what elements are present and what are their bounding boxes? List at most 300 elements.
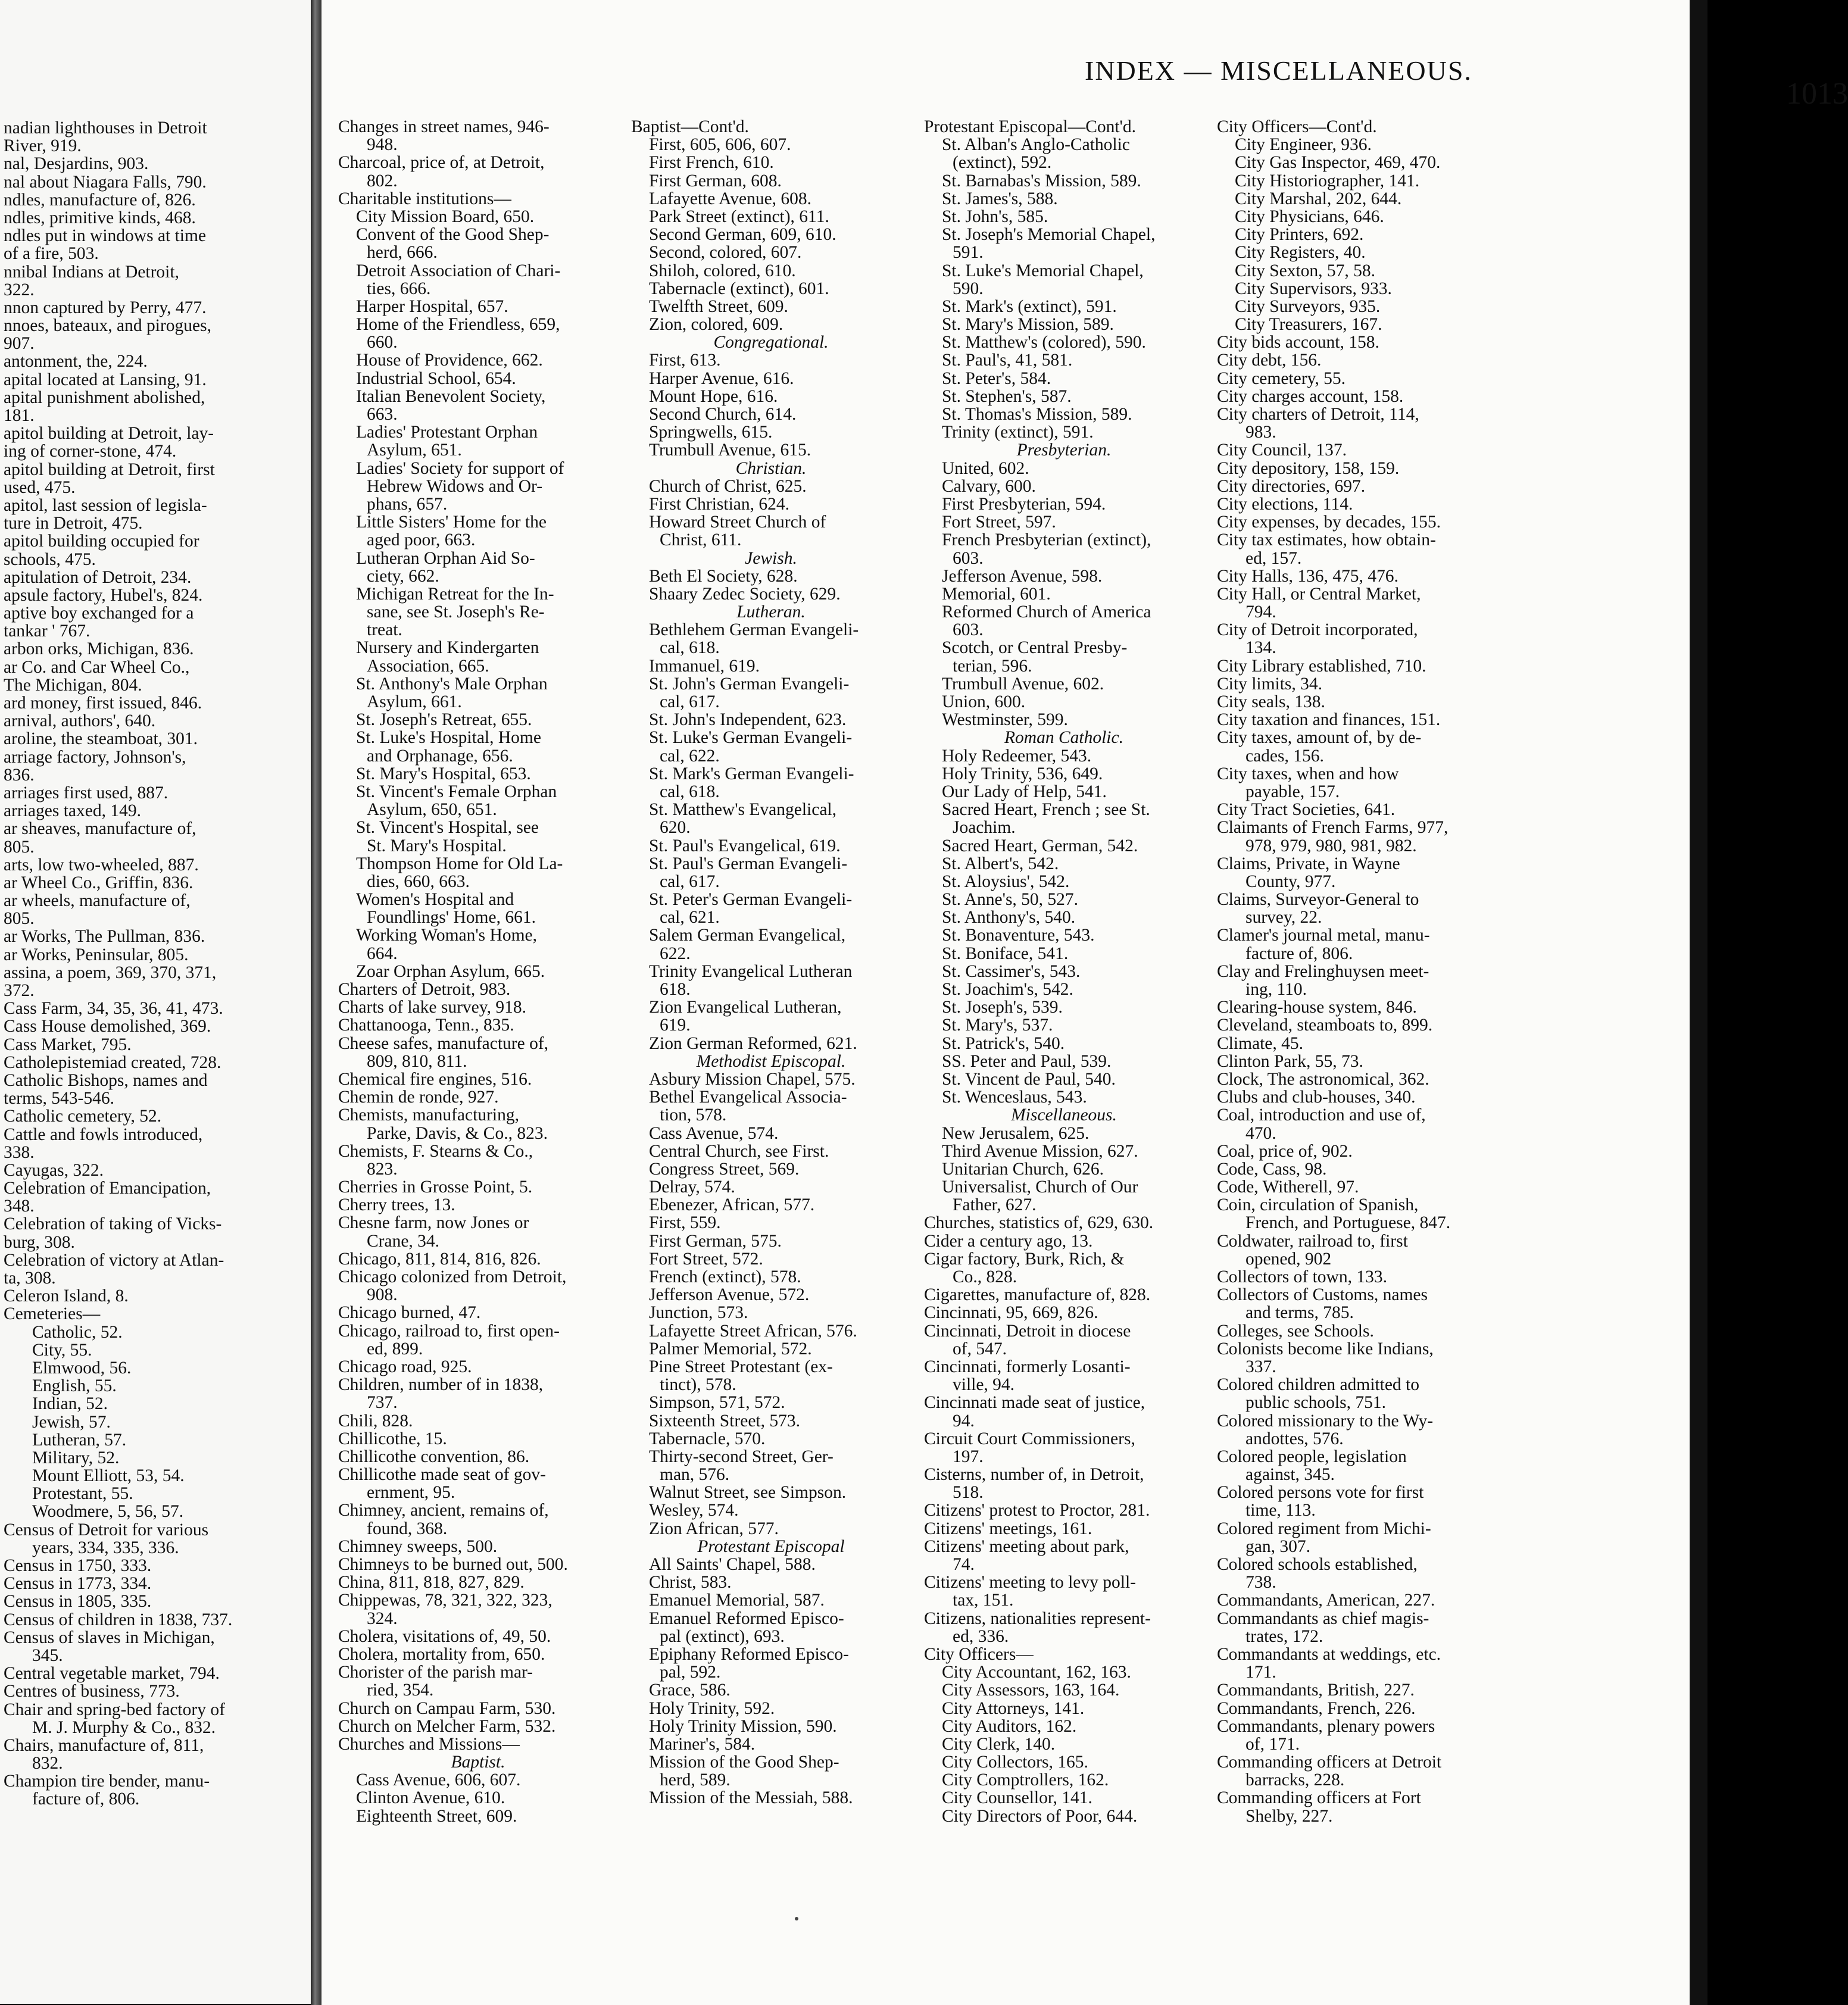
index-entry: St. Luke's German Evangeli- xyxy=(649,728,853,748)
index-column-3 xyxy=(924,118,1204,1825)
index-entry: Census of children in 1838, 737. xyxy=(4,1610,233,1629)
index-entry: Palmer Memorial, 572. xyxy=(649,1339,812,1358)
index-entry: 805. xyxy=(4,909,35,929)
index-entry: Fort Street, 572. xyxy=(649,1249,763,1269)
index-entry: Zion, colored, 609. xyxy=(649,315,783,335)
index-entry: andottes, 576. xyxy=(1245,1429,1344,1448)
index-entry: against, 345. xyxy=(1245,1465,1335,1485)
index-entry: Shiloh, colored, 610. xyxy=(649,261,796,280)
index-entry: 518. xyxy=(953,1483,984,1503)
index-entry: apitulation of Detroit, 234. xyxy=(4,567,192,587)
index-entry: 134. xyxy=(1245,638,1276,658)
index-entry: Central vegetable market, 794. xyxy=(4,1664,220,1684)
index-entry: City elections, 114. xyxy=(1217,494,1353,514)
index-entry: ar Works, The Pullman, 836. xyxy=(4,927,205,947)
index-entry: SS. Peter and Paul, 539. xyxy=(942,1051,1112,1071)
index-entry: City directories, 697. xyxy=(1217,476,1366,496)
index-entry: 908. xyxy=(367,1285,398,1305)
print-speck xyxy=(795,1917,798,1920)
index-entry: Colored people, legislation xyxy=(1217,1447,1407,1466)
index-subheading: Congregational. xyxy=(713,333,829,352)
index-entry: St. Mary's Hospital. xyxy=(367,836,507,855)
index-entry: Census in 1805, 335. xyxy=(4,1592,152,1612)
index-entry: City Clerk, 140. xyxy=(942,1734,1056,1754)
index-entry: Cholera, mortality from, 650. xyxy=(338,1644,545,1664)
index-entry: City Collectors, 165. xyxy=(942,1753,1088,1772)
index-entry: Claims, Private, in Wayne xyxy=(1217,854,1400,873)
index-entry: Tabernacle, 570. xyxy=(649,1429,766,1448)
index-entry: Clubs and club-houses, 340. xyxy=(1217,1088,1416,1107)
index-entry: Church of Christ, 625. xyxy=(649,476,807,496)
index-entry: Mission of the Good Shep- xyxy=(649,1753,839,1772)
index-entry: Harper Avenue, 616. xyxy=(649,368,794,388)
index-entry: 823. xyxy=(367,1159,398,1179)
index-entry: herd, 589. xyxy=(660,1770,731,1790)
index-entry: arts, low two-wheeled, 887. xyxy=(4,855,199,875)
index-entry: apital located at Lansing, 91. xyxy=(4,370,207,389)
index-entry: 809, 810, 811. xyxy=(367,1051,467,1071)
index-entry: Immanuel, 619. xyxy=(649,656,760,676)
index-entry: survey, 22. xyxy=(1245,908,1322,927)
index-entry: Father, 627. xyxy=(953,1195,1037,1215)
index-entry: pal (extinct), 693. xyxy=(660,1626,785,1646)
index-entry: Charcoal, price of, at Detroit, xyxy=(338,153,545,173)
index-entry: 832. xyxy=(32,1754,63,1773)
index-entry: 94. xyxy=(953,1411,975,1431)
index-entry: City Printers, 692. xyxy=(1235,225,1364,245)
index-entry: ing of corner-stone, 474. xyxy=(4,442,177,461)
index-entry: Churches and Missions— xyxy=(338,1734,520,1754)
index-entry: ar sheaves, manufacture of, xyxy=(4,819,196,839)
index-entry: Celebration of Emancipation, xyxy=(4,1179,211,1198)
index-entry: Charters of Detroit, 983. xyxy=(338,980,511,999)
index-entry: 591. xyxy=(953,243,984,263)
index-entry: St. Matthew's Evangelical, xyxy=(649,800,836,820)
index-entry: Cemeteries— xyxy=(4,1304,101,1324)
index-entry: Colored children admitted to xyxy=(1217,1375,1419,1395)
index-entry: Champion tire bender, manu- xyxy=(4,1772,210,1791)
index-entry: Working Woman's Home, xyxy=(356,926,538,945)
index-entry: St. Peter's, 584. xyxy=(942,368,1051,388)
index-entry: man, 576. xyxy=(660,1465,730,1485)
index-entry: 907. xyxy=(4,334,35,354)
index-entry: Chili, 828. xyxy=(338,1411,413,1431)
index-entry: 603. xyxy=(953,548,984,568)
index-entry: arriage factory, Johnson's, xyxy=(4,747,186,767)
index-entry: treat. xyxy=(367,620,402,640)
index-entry: Cincinnati made seat of justice, xyxy=(924,1393,1145,1413)
index-entry: Pine Street Protestant (ex- xyxy=(649,1357,833,1376)
index-entry: arnival, authors', 640. xyxy=(4,711,156,731)
index-entry: schools, 475. xyxy=(4,549,96,569)
index-entry: of, 547. xyxy=(953,1339,1007,1358)
index-entry: City Accountant, 162, 163. xyxy=(942,1663,1131,1682)
index-entry: used, 475. xyxy=(4,477,76,497)
index-entry: St. Alban's Anglo-Catholic xyxy=(942,135,1130,155)
index-entry: Cass Avenue, 574. xyxy=(649,1123,779,1143)
index-entry: arriages taxed, 149. xyxy=(4,801,141,821)
index-entry: Foundlings' Home, 661. xyxy=(367,908,536,927)
index-entry: St. John's, 585. xyxy=(942,207,1048,226)
index-entry: St. Vincent's Female Orphan xyxy=(356,782,557,801)
index-entry: ar Works, Peninsular, 805. xyxy=(4,945,189,964)
index-entry: 836. xyxy=(4,765,35,785)
index-entry: St. Matthew's (colored), 590. xyxy=(942,333,1146,352)
index-entry: Colored regiment from Michi- xyxy=(1217,1519,1431,1538)
index-entry: Collectors of Customs, names xyxy=(1217,1285,1428,1305)
index-entry: Bethlehem German Evangeli- xyxy=(649,620,859,640)
index-entry: St. Bonaventure, 543. xyxy=(942,926,1095,945)
index-entry: Celebration of victory at Atlan- xyxy=(4,1250,224,1270)
index-entry: apitol building at Detroit, lay- xyxy=(4,424,214,444)
index-entry: found, 368. xyxy=(367,1519,448,1538)
index-entry: Chair and spring-bed factory of xyxy=(4,1700,225,1719)
index-entry: Epiphany Reformed Episco- xyxy=(649,1644,849,1664)
index-entry: Zion Evangelical Lutheran, xyxy=(649,998,842,1017)
index-entry: Clamer's journal metal, manu- xyxy=(1217,926,1430,945)
index-entry: Chorister of the parish mar- xyxy=(338,1663,533,1682)
index-entry: Protestant Episcopal—Cont'd. xyxy=(924,117,1137,136)
index-entry: Mount Elliott, 53, 54. xyxy=(32,1466,185,1486)
index-entry: Sixteenth Street, 573. xyxy=(649,1411,800,1431)
index-entry: cal, 618. xyxy=(660,638,720,658)
index-entry: Third Avenue Mission, 627. xyxy=(942,1141,1138,1161)
index-entry: City Registers, 40. xyxy=(1235,243,1366,263)
index-entry: Commandants, British, 227. xyxy=(1217,1681,1415,1700)
index-entry: nadian lighthouses in Detroit xyxy=(4,118,207,138)
index-entry: St. Anthony's, 540. xyxy=(942,908,1076,927)
index-entry: Church on Campau Farm, 530. xyxy=(338,1698,556,1718)
index-entry: 983. xyxy=(1245,423,1276,442)
index-entry: 337. xyxy=(1245,1357,1276,1376)
index-entry: City Historiographer, 141. xyxy=(1235,171,1420,190)
index-entry: Ladies' Protestant Orphan xyxy=(356,423,538,442)
index-entry: Circuit Court Commissioners, xyxy=(924,1429,1135,1448)
index-entry: ar wheels, manufacture of, xyxy=(4,891,191,911)
index-entry: St. Joseph's Retreat, 655. xyxy=(356,710,532,730)
index-entry: Tabernacle (extinct), 601. xyxy=(649,279,829,298)
index-entry: time, 113. xyxy=(1245,1501,1316,1520)
index-entry: ville, 94. xyxy=(953,1375,1015,1395)
index-entry: nnibal Indians at Detroit, xyxy=(4,262,179,282)
index-entry: Scotch, or Central Presby- xyxy=(942,638,1128,658)
index-entry: Census in 1773, 334. xyxy=(4,1574,152,1594)
index-entry: ed, 157. xyxy=(1245,548,1302,568)
index-entry: City Officers— xyxy=(924,1644,1034,1664)
index-entry: Union, 600. xyxy=(942,692,1026,711)
index-entry: City Assessors, 163, 164. xyxy=(942,1681,1120,1700)
index-entry: City Comptrollers, 162. xyxy=(942,1770,1109,1790)
index-entry: City Mission Board, 650. xyxy=(356,207,535,226)
index-entry: St. John's German Evangeli- xyxy=(649,674,850,694)
index-entry: Citizens' meeting about park, xyxy=(924,1536,1129,1556)
index-entry: ture in Detroit, 475. xyxy=(4,514,143,533)
index-subheading: Jewish. xyxy=(745,548,797,568)
index-entry: 618. xyxy=(660,980,691,999)
index-entry: City Treasurers, 167. xyxy=(1235,315,1382,335)
index-entry: cades, 156. xyxy=(1245,746,1324,766)
index-entry: Asbury Mission Chapel, 575. xyxy=(649,1069,856,1089)
index-entry: Twelfth Street, 609. xyxy=(649,296,788,316)
index-entry: Cincinnati, 95, 669, 826. xyxy=(924,1303,1098,1323)
index-entry: assina, a poem, 369, 370, 371, xyxy=(4,963,217,982)
index-entry: 197. xyxy=(953,1447,984,1466)
index-entry: apitol, last session of legisla- xyxy=(4,495,207,515)
index-entry: pal, 592. xyxy=(660,1663,721,1682)
index-entry: Indian, 52. xyxy=(32,1394,108,1414)
index-entry: St. Aloysius', 542. xyxy=(942,872,1070,891)
index-entry: Thirty-second Street, Ger- xyxy=(649,1447,834,1466)
index-entry: St. Joseph's Memorial Chapel, xyxy=(942,225,1156,245)
index-entry: St. Joseph's, 539. xyxy=(942,998,1063,1017)
index-subheading: Baptist. xyxy=(451,1753,505,1772)
index-entry: Lafayette Avenue, 608. xyxy=(649,189,812,208)
index-entry: 660. xyxy=(367,333,398,352)
index-entry: Holy Trinity, 592. xyxy=(649,1698,775,1718)
index-entry: Trumbull Avenue, 602. xyxy=(942,674,1104,694)
index-entry: St. Vincent de Paul, 540. xyxy=(942,1069,1116,1089)
index-entry: Colored missionary to the Wy- xyxy=(1217,1411,1434,1431)
index-entry: City taxation and finances, 151. xyxy=(1217,710,1441,730)
index-entry: nal about Niagara Falls, 790. xyxy=(4,172,207,192)
index-entry: 622. xyxy=(660,944,691,963)
index-entry: public schools, 751. xyxy=(1245,1393,1386,1413)
index-entry: Catholic Bishops, names and xyxy=(4,1070,208,1090)
book-gutter xyxy=(311,0,321,2005)
index-column-2 xyxy=(631,118,911,1807)
index-entry: Asylum, 651. xyxy=(367,441,462,460)
index-entry: St. Mary's Mission, 589. xyxy=(942,315,1114,335)
index-entry: cal, 617. xyxy=(660,872,720,891)
index-entry: phans, 657. xyxy=(367,494,448,514)
index-entry: Calvary, 600. xyxy=(942,476,1036,496)
index-entry: Church on Melcher Farm, 532. xyxy=(338,1716,556,1736)
index-entry: Chattanooga, Tenn., 835. xyxy=(338,1016,514,1035)
index-entry: Salem German Evangelical, xyxy=(649,926,846,945)
index-entry: Baptist—Cont'd. xyxy=(631,117,749,136)
index-entry: Bethel Evangelical Associa- xyxy=(649,1088,847,1107)
index-entry: City Halls, 136, 475, 476. xyxy=(1217,566,1399,586)
index-entry: ndles, primitive kinds, 468. xyxy=(4,208,196,227)
index-entry: Commandants as chief magis- xyxy=(1217,1609,1429,1628)
index-entry: Claims, Surveyor-General to xyxy=(1217,890,1419,910)
index-entry: Ladies' Society for support of xyxy=(356,458,564,478)
index-entry: Congress Street, 569. xyxy=(649,1159,800,1179)
index-entry: Colored persons vote for first xyxy=(1217,1483,1424,1503)
index-entry: City Hall, or Central Market, xyxy=(1217,584,1421,604)
index-entry: St. Luke's Memorial Chapel, xyxy=(942,261,1144,280)
index-entry: 619. xyxy=(660,1016,691,1035)
scan-edge xyxy=(1690,0,1707,2005)
index-entry: Cherry trees, 13. xyxy=(338,1195,455,1215)
index-entry: Catholic cemetery, 52. xyxy=(4,1107,162,1126)
index-entry: tion, 578. xyxy=(660,1105,727,1125)
index-entry: City taxes, when and how xyxy=(1217,764,1399,783)
page-number: 1013 xyxy=(1786,77,1848,111)
index-entry: Holy Trinity Mission, 590. xyxy=(649,1716,837,1736)
index-entry: Cider a century ago, 13. xyxy=(924,1231,1093,1251)
index-entry: Emanuel Memorial, 587. xyxy=(649,1591,825,1610)
index-entry: St. James's, 588. xyxy=(942,189,1058,208)
index-entry: Chimney sweeps, 500. xyxy=(338,1536,498,1556)
index-entry: Census of Detroit for various xyxy=(4,1520,209,1539)
index-entry: Commandants at weddings, etc. xyxy=(1217,1644,1441,1664)
index-entry: Co., 828. xyxy=(953,1267,1017,1286)
right-page xyxy=(321,0,1848,2005)
index-entry: City tax estimates, how obtain- xyxy=(1217,530,1436,550)
index-entry: apital punishment abolished, xyxy=(4,388,205,407)
index-entry: Our Lady of Help, 541. xyxy=(942,782,1107,801)
index-entry: Charts of lake survey, 918. xyxy=(338,998,526,1017)
index-entry: 620. xyxy=(660,818,691,838)
index-entry: Central Church, see First. xyxy=(649,1141,829,1161)
index-entry: Joachim. xyxy=(953,818,1016,838)
index-entry: City Attorneys, 141. xyxy=(942,1698,1085,1718)
index-entry: Cayugas, 322. xyxy=(4,1160,104,1180)
index-entry: arriages first used, 887. xyxy=(4,783,168,802)
index-entry: Cleveland, steamboats to, 899. xyxy=(1217,1016,1433,1035)
index-entry: M. J. Murphy & Co., 832. xyxy=(32,1717,216,1737)
index-entry: Cherries in Grosse Point, 5. xyxy=(338,1178,533,1197)
index-entry: City bids account, 158. xyxy=(1217,333,1379,352)
index-entry: Elmwood, 56. xyxy=(32,1358,132,1378)
index-entry: Celeron Island, 8. xyxy=(4,1286,129,1306)
index-entry: Chemists, manufacturing, xyxy=(338,1105,519,1125)
index-entry: Cattle and fowls introduced, xyxy=(4,1125,203,1144)
index-entry: City Marshal, 202, 644. xyxy=(1235,189,1402,208)
index-entry: of a fire, 503. xyxy=(4,244,99,264)
index-entry: nnon captured by Perry, 477. xyxy=(4,298,207,317)
index-entry: Delray, 574. xyxy=(649,1178,735,1197)
index-entry: opened, 902 xyxy=(1245,1249,1332,1269)
index-entry: First, 605, 606, 607. xyxy=(649,135,791,155)
index-entry: Holy Redeemer, 543. xyxy=(942,746,1092,766)
index-entry: ar Co. and Car Wheel Co., xyxy=(4,657,190,677)
index-entry: Cheese safes, manufacture of, xyxy=(338,1033,549,1053)
index-entry: Churches, statistics of, 629, 630. xyxy=(924,1213,1154,1233)
index-entry: St. Thomas's Mission, 589. xyxy=(942,405,1132,424)
index-entry: St. Barnabas's Mission, 589. xyxy=(942,171,1141,190)
index-entry: herd, 666. xyxy=(367,243,438,263)
index-entry: Chemists, F. Stearns & Co., xyxy=(338,1141,533,1161)
index-entry: First French, 610. xyxy=(649,153,774,173)
index-entry: St. Mark's German Evangeli- xyxy=(649,764,854,783)
running-head: INDEX — MISCELLANEOUS. xyxy=(1085,55,1472,86)
index-entry: Charitable institutions— xyxy=(338,189,511,208)
index-entry: Asylum, 661. xyxy=(367,692,462,711)
index-entry: Code, Cass, 98. xyxy=(1217,1159,1327,1179)
index-entry: Trumbull Avenue, 615. xyxy=(649,441,811,460)
index-entry: Citizens' protest to Proctor, 281. xyxy=(924,1501,1150,1520)
index-entry: Cincinnati, Detroit in diocese xyxy=(924,1321,1131,1341)
index-entry: Grace, 586. xyxy=(649,1681,731,1700)
index-entry: Colored schools established, xyxy=(1217,1555,1418,1574)
index-entry: Coal, introduction and use of, xyxy=(1217,1105,1426,1125)
index-entry: cal, 621. xyxy=(660,908,720,927)
index-entry: cal, 622. xyxy=(660,746,720,766)
index-entry: First, 559. xyxy=(649,1213,721,1233)
index-entry: Hebrew Widows and Or- xyxy=(367,476,543,496)
index-entry: City seals, 138. xyxy=(1217,692,1325,711)
index-entry: 664. xyxy=(367,944,398,963)
index-entry: Commandants, French, 226. xyxy=(1217,1698,1416,1718)
index-entry: Colonists become like Indians, xyxy=(1217,1339,1434,1358)
index-entry: French (extinct), 578. xyxy=(649,1267,801,1286)
index-entry: First German, 608. xyxy=(649,171,782,190)
index-entry: aged poor, 663. xyxy=(367,530,476,550)
index-entry: House of Providence, 662. xyxy=(356,351,543,370)
index-entry: Climate, 45. xyxy=(1217,1033,1304,1053)
index-entry: Park Street (extinct), 611. xyxy=(649,207,829,226)
index-entry: Sacred Heart, French ; see St. xyxy=(942,800,1150,820)
index-entry: Ebenezer, African, 577. xyxy=(649,1195,815,1215)
index-entry: Home of the Friendless, 659, xyxy=(356,315,560,335)
index-entry: 345. xyxy=(32,1645,63,1665)
index-entry: Crane, 34. xyxy=(367,1231,440,1251)
index-entry: St. Paul's German Evangeli- xyxy=(649,854,848,873)
index-entry: Chimney, ancient, remains of, xyxy=(338,1501,549,1520)
index-entry: ndles put in windows at time xyxy=(4,226,207,246)
index-entry: Sacred Heart, German, 542. xyxy=(942,836,1138,855)
index-entry: Commandants, plenary powers xyxy=(1217,1716,1435,1736)
index-entry: 324. xyxy=(367,1609,398,1628)
index-entry: Parke, Davis, & Co., 823. xyxy=(367,1123,548,1143)
index-entry: ried, 354. xyxy=(367,1681,434,1700)
index-entry: Celebration of taking of Vicks- xyxy=(4,1214,222,1234)
index-entry: Women's Hospital and xyxy=(356,890,514,910)
index-entry: 322. xyxy=(4,280,35,299)
index-entry: St. Albert's, 542. xyxy=(942,854,1059,873)
index-entry: 171. xyxy=(1245,1663,1276,1682)
index-entry: years, 334, 335, 336. xyxy=(32,1538,179,1557)
index-entry: St. Wenceslaus, 543. xyxy=(942,1088,1087,1107)
index-entry: Commanding officers at Detroit xyxy=(1217,1753,1442,1772)
index-entry: cal, 618. xyxy=(660,782,720,801)
index-entry: (extinct), 592. xyxy=(953,153,1052,173)
index-entry: aroline, the steamboat, 301. xyxy=(4,729,198,749)
index-entry: 603. xyxy=(953,620,984,640)
index-entry: Commanding officers at Fort xyxy=(1217,1788,1421,1808)
index-entry: Mariner's, 584. xyxy=(649,1734,756,1754)
index-entry: City Directors of Poor, 644. xyxy=(942,1806,1138,1826)
index-entry: St. Mark's (extinct), 591. xyxy=(942,296,1117,316)
index-entry: 978, 979, 980, 981, 982. xyxy=(1245,836,1417,855)
index-entry: Military, 52. xyxy=(32,1448,120,1467)
index-entry: City Tract Societies, 641. xyxy=(1217,800,1396,820)
index-entry: Cincinnati, formerly Losanti- xyxy=(924,1357,1131,1376)
index-entry: Second German, 609, 610. xyxy=(649,225,836,245)
index-entry: St. Boniface, 541. xyxy=(942,944,1069,963)
index-entry: gan, 307. xyxy=(1245,1536,1310,1556)
index-entry: City taxes, amount of, by de- xyxy=(1217,728,1422,748)
index-entry: St. Paul's, 41, 581. xyxy=(942,351,1073,370)
index-entry: Michigan Retreat for the In- xyxy=(356,584,554,604)
index-entry: Cass Farm, 34, 35, 36, 41, 473. xyxy=(4,999,223,1019)
index-entry: Holy Trinity, 536, 649. xyxy=(942,764,1103,783)
index-entry: 738. xyxy=(1245,1573,1276,1592)
index-entry: City expenses, by decades, 155. xyxy=(1217,513,1441,532)
index-entry: Second Church, 614. xyxy=(649,405,797,424)
index-entry: 948. xyxy=(367,135,398,155)
index-entry: cal, 617. xyxy=(660,692,720,711)
index-entry: St. Vincent's Hospital, see xyxy=(356,818,539,838)
index-entry: Citizens' meetings, 161. xyxy=(924,1519,1092,1538)
index-entry: Zion African, 577. xyxy=(649,1519,779,1538)
index-entry: Chillicothe made seat of gov- xyxy=(338,1465,546,1485)
index-entry: dies, 660, 663. xyxy=(367,872,470,891)
index-entry: Howard Street Church of xyxy=(649,513,826,532)
index-entry: English, 55. xyxy=(32,1376,117,1396)
